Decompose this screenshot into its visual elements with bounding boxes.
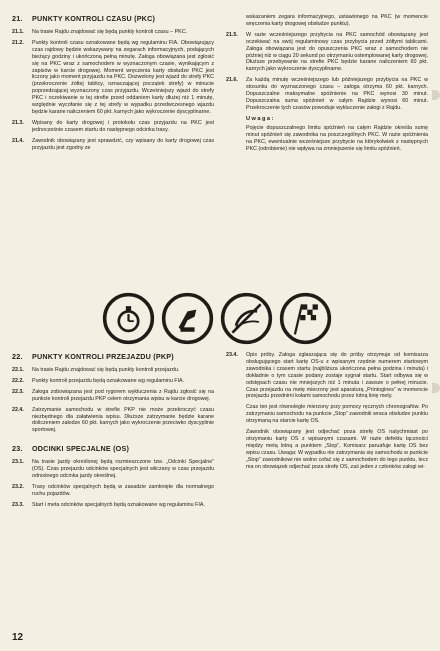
paragraph-21-1 — [12, 29, 214, 36]
paragraph-text: Wpisany do karty drogowej i protokołu czas przyjazdu na PKC jest jednocześnie czasem startu do następnego odcinka trasy. — [32, 119, 214, 133]
paragraph-number: 21.5. — [226, 31, 238, 38]
column-left-bottom — [12, 352, 214, 513]
paragraph-23-1 — [12, 459, 214, 480]
paragraph-text: Załoga zobowiązana jest pod rygorem wykluczenia z Rajdu zgłosić się na punkcie kontroli przejazdu PKP celem otrzymania wpisu w karcie drogowej. — [32, 388, 214, 402]
paragraph-23-3 — [12, 502, 214, 509]
paragraph-text: Punkty kontroli czasu oznakowane będą wg regulaminu FIA. Obowiązujący czas rajdowy będzie wskazywany na zegarach informacyjnych, podających bieżący godziny i ukończoną pełną minutę. Załoga obowiązana jest zgłosić się na PKC wraz z samochodem w wyznaczonym czasie, wynikającym z zapisów w karcie drogowej. Moment wręczenia karty obsłudze PKC jest liczony jako moment przyjazdu na PKC. Dozwolony jest wjazd do strefy PKC (przekroczenie żółtej tablicy, oznaczającej początek strefy) w minucie poprzedzającej wyznaczony czas przyjazdu. Wcześniejszy wjazd do strefy PKC i oczekiwanie w tej strefie przed oddaniem karty dłużej niż 1 minutę, względnie wycofanie się z tej strefy w wypadku przedwczesnego wjazdu będzie karane naliczeniem 60 pkt. karnych jako wykroczenie dyscyplinarne. — [32, 39, 214, 115]
paragraph-22-2 — [12, 378, 214, 385]
stopwatch-icon — [102, 292, 155, 345]
paragraph-number: 23.3. — [12, 501, 24, 508]
section-title: PUNKTY KONTROLI CZASU (PKC) — [32, 14, 156, 23]
paragraph-23-4 — [226, 352, 428, 400]
paragraph-text: W razie wcześniejszego przybycia na PKC samochód obowiązany jest oczekiwać na swój regulaminowy czas przybycia przed żółtymi tablicami. Załoga obowiązana jest do opuszczenia PKC wraz z samochodem nie później niż w ciągu 20 sekund po otrzymaniu ostemplowanej karty drogowej. Dłuższe przebywanie na strefie PKC będzie karane naliczeniem 60 pkt. karnych jako wykroczenie dyscyplinarne. — [246, 31, 428, 73]
paragraph-number: 22.4. — [12, 406, 24, 413]
column-right-bottom — [226, 352, 428, 475]
paragraph-number: 22.1. — [12, 367, 24, 373]
paragraph-21-4 — [12, 138, 214, 152]
binder-hole — [432, 90, 440, 100]
paragraph-21-6 — [226, 77, 428, 112]
paragraph-text: Na trasie Rajdu znajdować się będą punkty kontroli przejazdu. — [32, 367, 180, 373]
paragraph-text: Trasy odcinków specjalnych będą w zasadzie zamknięte dla normalnego ruchu pojazdów. — [32, 483, 214, 497]
section-23-heading — [12, 444, 214, 453]
paragraph-text: Start i meta odcinków specjalnych będą oznakowane wg regulaminu FIA. — [32, 501, 205, 508]
paragraph-number: 22.3. — [12, 388, 24, 395]
section-title: ODCINKI SPECJALNE (OS) — [32, 444, 130, 454]
column-left-top — [12, 14, 214, 156]
paragraph-number: 21.2. — [12, 39, 24, 46]
pictogram-row — [102, 292, 342, 344]
paragraph-21-5 — [226, 32, 428, 73]
paragraph-text: Zawodnik obowiązany jest odjechać poza strefę OS natychmiast po otrzymaniu karty OS z wpisanymi czasami. W razie defektu łączności między metą lotną a punktem „Stop”, Komisarz paruafuje kartę OS bez wpisu czasu. Uwaga: W wypadku nie zatrzymania się samochodu w punkcie „Stop” zawodnikowi nie wolno cofać się z samochodem do tego punktu, lecz ma on obowiązek odjechać poza strefę OS, zaś jeden z członków załogi wi- — [246, 429, 428, 470]
paragraph-21-3 — [12, 120, 214, 134]
section-22-heading — [12, 352, 214, 361]
paragraph-text: Zatrzymanie samochodu w strefie PKP nie może przekroczyć czasu niezbędnego dla załatwienia wpisu. Dłuższe zatrzymanie będzie karane doliczeniem załodze 60 pkt. karnych jako wykroczenie przeciwko dyscyplinie sportowej. — [32, 406, 214, 434]
paragraph-text: Zawodnik obowiązany jest sprawdzić, czy wpisany do karty drogowej czas przyjazdu jest zgodny ze — [32, 137, 214, 151]
paragraph-22-3 — [12, 389, 214, 403]
section-number: 21. — [12, 14, 23, 23]
stamp-hand-icon — [161, 292, 214, 345]
uwaga-label: Uwaga: — [246, 115, 275, 122]
paragraph-number: 21.3. — [12, 119, 24, 126]
paragraph-text: Opis próby. Załoga zgłaszająca się do próby otrzymuje od komisarza obsługującego start kartę OS-u z wpisanym rzędnie numerem startowym zawodnika i czasem startu (najbliższa ukończona pełna godzina i minuta) i dokładnie o tym czasie podany zostaje sygnał startu. Start odbywa się w odstępach czasu nie mniejszych niż 1 minuta i zawsze o pełnej minucie. Czas przejazdu na metę mierzony jest aparaturą „Printogines” w momencie przejazdu przednimi kołami samochodu przez lotną linię mety. — [246, 352, 428, 400]
paragraph-number: 23.4. — [226, 352, 238, 358]
paragraph-number: 21.4. — [12, 137, 24, 144]
section-21-heading — [12, 14, 214, 23]
paragraph-number: 21.1. — [12, 29, 24, 35]
binder-hole — [432, 383, 440, 393]
paragraph-22-1 — [12, 367, 214, 374]
paragraph-22-4 — [12, 407, 214, 435]
uwaga-text: Pojęcie dopuszczalnego limitu spóźnień na całym Rajdzie określa sumę minut spóźnień się zawodnika na poszczególnych PKC. W razie spóźnienia na PKC, ewentualnie wcześniejsze przybycie na którykolwiek z następnych PKC (odrobienie) nie wpływa na zmniejszenie się limitu spóźnień. — [246, 124, 428, 152]
paragraph-text: Czas ten jest równolegle mierzony przy pomocy ręcznych chronografów. Po zatrzymaniu samochodu na punkcie „Stop” zawodnik wraca obsłudze punktu otrzymaną na starcie kartę OS. — [246, 404, 428, 425]
section-number: 22. — [12, 352, 23, 361]
column-right-top — [226, 14, 428, 156]
section-title: PUNKTY KONTROLI PRZEJAZDU (PKP) — [32, 352, 174, 361]
no-entry-icon — [220, 292, 273, 345]
paragraph-number: 21.6. — [226, 77, 238, 84]
paragraph-text: Punkty kontroli przejazdu będą oznakowane wg regulaminu FIA. — [32, 377, 185, 384]
paragraph-continuation: wskazaniem zegara informacyjnego, ustawionego na PKC (w momencie wręczenia karty drogowej obsłudze punktu). — [246, 14, 428, 27]
paragraph-23-2 — [12, 484, 214, 498]
paragraph-number: 23.1. — [12, 459, 24, 466]
paragraph-21-2 — [12, 40, 214, 116]
checkered-flag-icon — [279, 292, 332, 345]
page-number: 12 — [12, 632, 24, 643]
section-number: 23. — [12, 444, 23, 454]
paragraph-number: 22.2. — [12, 377, 24, 384]
paragraph-text: Na trasie Rajdu znajdować się będą punkty kontroli czasu – PKC. — [32, 29, 188, 35]
paragraph-text: Za każdą minutę wcześniejszego lub późniejszego przybycia na PKC w stosunku do wyznaczonego czasu – załoga otrzyma 60 pkt. karnych. Dopuszczalne maksymalne spóźnienie na PKC wynosi 30 minut. Dopuszczalna suma spóźnień w całym Rajdzie wynosi 60 minut. Przekroczenie tych czasów powoduje wykluczenie załogi z Rajdu. — [246, 77, 428, 111]
paragraph-text: Na trasie jazdy określonej będą rozmieszczone tzw. „Odcinki Specjalne” (OS). Czas przejazdu odcinków specjalnych jest wliczany w czas przejazdu odnośnego odcinka jazdy określnej. — [32, 459, 214, 480]
paragraph-number: 23.2. — [12, 483, 24, 490]
